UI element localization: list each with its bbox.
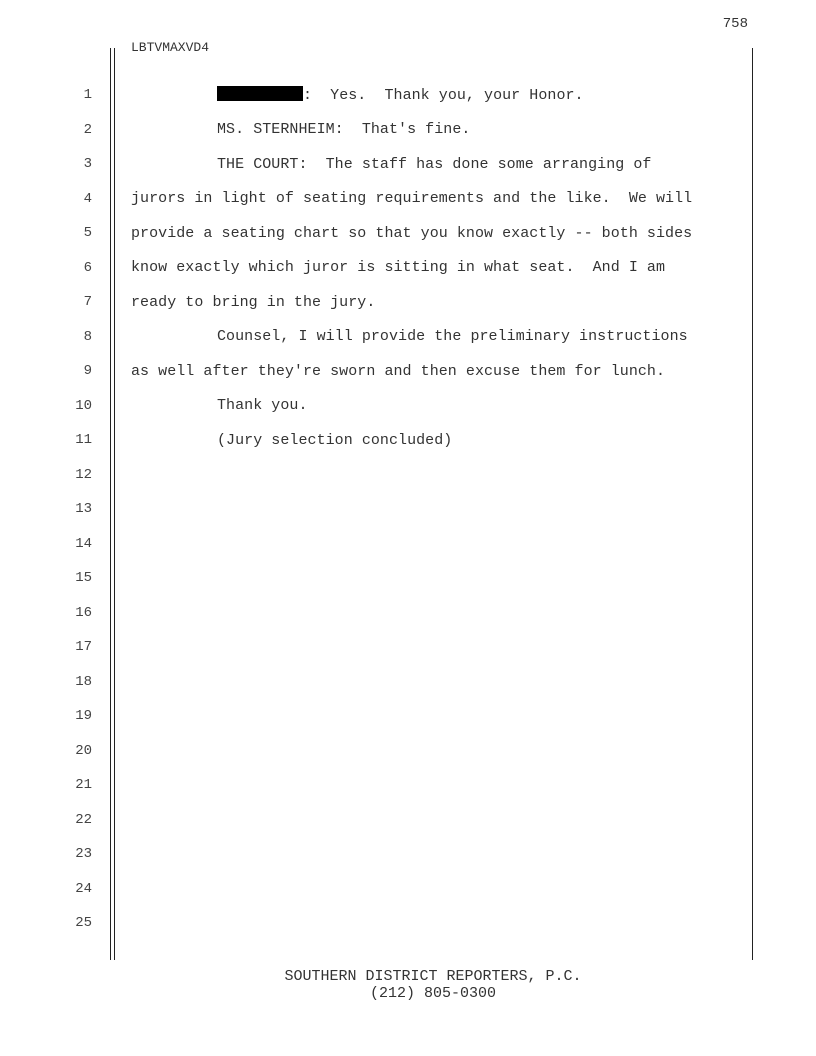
line-number: 6 — [83, 259, 92, 276]
line-number: 17 — [75, 639, 92, 655]
line-number: 8 — [83, 328, 92, 345]
line-text — [131, 86, 584, 104]
transcript-line — [0, 251, 816, 285]
line-number: 24 — [75, 880, 92, 897]
line-number: 1 — [83, 87, 92, 103]
line-number: 10 — [75, 397, 92, 414]
transcript-line — [0, 527, 816, 561]
transcript-header-code: LBTVMAXVD4 — [131, 40, 210, 55]
transcript-line — [0, 768, 816, 802]
line-number: 9 — [83, 363, 92, 379]
transcript-line — [0, 216, 816, 250]
transcript-line — [0, 492, 816, 526]
line-number: 20 — [75, 742, 92, 759]
transcript-line — [0, 182, 816, 216]
transcript-line — [0, 803, 816, 837]
line-number: 7 — [83, 294, 92, 310]
line-number: 19 — [75, 708, 92, 724]
line-number: 25 — [75, 915, 92, 931]
footer-company: SOUTHERN DISTRICT REPORTERS, P.C. — [284, 968, 582, 985]
transcript-line — [0, 458, 816, 492]
transcript-line — [0, 596, 816, 630]
line-number: 18 — [75, 673, 92, 690]
line-number: 4 — [83, 190, 92, 207]
line-text: jurors in light of seating requirements and the like. We will — [131, 190, 693, 207]
line-number: 22 — [75, 811, 92, 828]
transcript-line — [0, 561, 816, 595]
transcript-line — [0, 285, 816, 319]
line-text: as well after they're sworn and then excuse them for lunch. — [131, 362, 666, 380]
transcript-line — [0, 906, 816, 940]
line-number: 23 — [75, 846, 92, 862]
transcript-line — [0, 389, 816, 423]
line-number: 15 — [75, 570, 92, 586]
footer-phone: (212) 805-0300 — [369, 985, 497, 1002]
line-text: (Jury selection concluded) — [217, 431, 453, 449]
transcript-line — [0, 78, 816, 112]
line-text: ready to bring in the jury. — [131, 293, 376, 311]
transcript-line — [0, 665, 816, 699]
line-text: provide a seating chart so that you know exactly -- both sides — [131, 224, 693, 242]
line-number: 21 — [75, 777, 92, 793]
line-text: Thank you. — [217, 397, 308, 414]
line-text: THE COURT: The staff has done some arranging of — [217, 155, 652, 173]
transcript-line — [0, 872, 816, 906]
line-number: 13 — [75, 501, 92, 517]
line-number: 2 — [83, 121, 92, 138]
line-text: know exactly which juror is sitting in what seat. And I am — [131, 259, 666, 276]
transcript-line — [0, 699, 816, 733]
page-footer — [0, 968, 816, 1002]
transcript-line — [0, 734, 816, 768]
page-number: 758 — [722, 16, 748, 32]
line-number: 3 — [83, 156, 92, 172]
line-number: 11 — [75, 432, 92, 448]
transcript-line — [0, 113, 816, 147]
transcript-line — [0, 147, 816, 181]
line-text: Counsel, I will provide the preliminary instructions — [217, 328, 688, 345]
line-number: 16 — [75, 604, 92, 621]
line-text-content: : Yes. Thank you, your Honor. — [303, 87, 584, 104]
transcript-line — [0, 354, 816, 388]
line-text: MS. STERNHEIM: That's fine. — [217, 121, 471, 138]
line-number: 12 — [75, 466, 92, 483]
transcript-line — [0, 320, 816, 354]
redaction-box — [217, 86, 303, 101]
line-number: 14 — [75, 535, 92, 552]
transcript-line — [0, 630, 816, 664]
transcript-line — [0, 837, 816, 871]
line-number: 5 — [83, 225, 92, 241]
transcript-line — [0, 423, 816, 457]
